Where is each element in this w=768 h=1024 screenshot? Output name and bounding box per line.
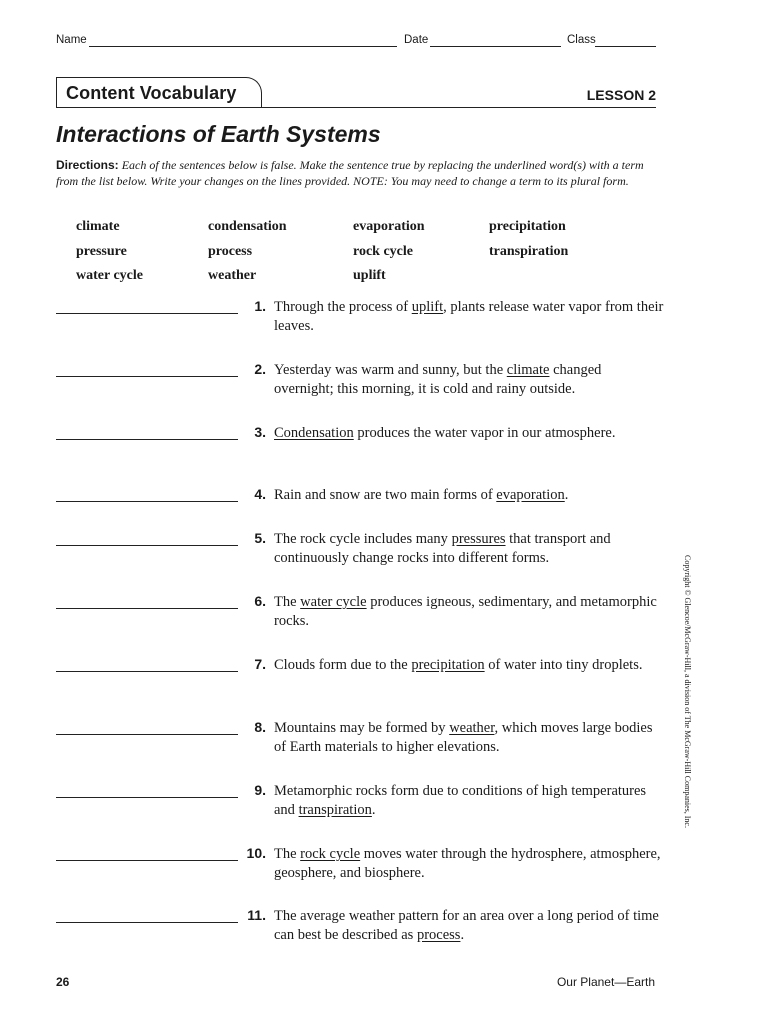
question-text-after: changed overnight; this morning, it is cold and rainy outside. bbox=[274, 362, 602, 397]
question-text bbox=[274, 907, 664, 945]
directions-text: Each of the sentences below is false. Make the sentence true by replacing the underlined word(s) with a term from the list below. Write your changes on the lines provided. NOTE: You may need to change a term to its plural form. bbox=[56, 158, 644, 188]
underlined-term: water cycle bbox=[300, 594, 367, 610]
question-text bbox=[274, 361, 664, 399]
underlined-term: uplift bbox=[411, 299, 444, 315]
question-text bbox=[274, 424, 664, 443]
underlined-term: evaporation bbox=[496, 487, 565, 503]
question-text-before: Clouds form due to the bbox=[274, 657, 412, 673]
vocab-term: condensation bbox=[208, 219, 287, 234]
answer-line[interactable] bbox=[56, 313, 238, 314]
question-text-before: Rain and snow are two main forms of bbox=[274, 487, 497, 503]
question-text-after: , plants release water vapor from their leaves. bbox=[274, 299, 664, 334]
question-number: 11. bbox=[247, 907, 266, 923]
underlined-term: weather bbox=[449, 720, 495, 736]
question-text bbox=[274, 782, 664, 820]
class-label: Class bbox=[567, 34, 596, 46]
header-rule bbox=[56, 107, 656, 108]
vocab-term: climate bbox=[76, 219, 120, 234]
question-number: 4. bbox=[254, 486, 266, 502]
directions-label: Directions: bbox=[56, 158, 119, 172]
answer-line[interactable] bbox=[56, 797, 238, 798]
name-label: Name bbox=[56, 34, 87, 46]
underlined-term: Condensation bbox=[274, 425, 354, 441]
answer-line[interactable] bbox=[56, 545, 238, 546]
question-text-after: . bbox=[371, 802, 376, 818]
vocab-term: weather bbox=[208, 268, 257, 283]
question-text-after: . bbox=[564, 487, 569, 503]
answer-line[interactable] bbox=[56, 501, 238, 502]
answer-line[interactable] bbox=[56, 376, 238, 377]
question-number: 8. bbox=[254, 719, 266, 735]
name-field-line[interactable] bbox=[89, 46, 397, 47]
vocab-term: evaporation bbox=[353, 219, 425, 234]
vocab-term: water cycle bbox=[76, 268, 143, 283]
question-text bbox=[274, 593, 664, 631]
question-number: 7. bbox=[254, 656, 266, 672]
class-field-line[interactable] bbox=[595, 46, 656, 47]
underlined-term: transpiration bbox=[298, 802, 372, 818]
underlined-term: process bbox=[416, 927, 461, 943]
question-number: 9. bbox=[254, 782, 266, 798]
date-label: Date bbox=[404, 34, 429, 46]
vocab-term: transpiration bbox=[489, 244, 569, 259]
answer-line[interactable] bbox=[56, 608, 238, 609]
underlined-term: precipitation bbox=[411, 657, 485, 673]
question-number: 6. bbox=[254, 593, 266, 609]
question-text bbox=[274, 719, 664, 757]
vocab-term: precipitation bbox=[489, 219, 566, 234]
question-number: 10. bbox=[246, 845, 266, 861]
vocab-term: uplift bbox=[353, 268, 386, 283]
answer-line[interactable] bbox=[56, 860, 238, 861]
page-title: Interactions of Earth Systems bbox=[56, 121, 381, 147]
question-text-after: that transport and continuously change rocks into different forms. bbox=[274, 531, 611, 566]
question-text-after: , which moves large bodies of Earth materials to higher elevations. bbox=[274, 720, 653, 755]
answer-line[interactable] bbox=[56, 671, 238, 672]
question-text-before: The bbox=[274, 594, 301, 610]
question-text-before: Metamorphic rocks form due to conditions of high temperatures and bbox=[274, 783, 647, 818]
question-text-before: The bbox=[274, 846, 301, 862]
underlined-term: climate bbox=[506, 362, 550, 378]
answer-line[interactable] bbox=[56, 439, 238, 440]
question-text-after: . bbox=[460, 927, 465, 943]
question-number: 3. bbox=[254, 424, 266, 440]
vocab-term: pressure bbox=[76, 244, 127, 259]
date-field-line[interactable] bbox=[430, 46, 561, 47]
question-text-before: Mountains may be formed by bbox=[274, 720, 450, 736]
question-text bbox=[274, 530, 664, 568]
vocab-term: process bbox=[208, 244, 253, 259]
copyright-notice: Copyright © Glencoe/McGraw-Hill, a division of The McGraw-Hill Companies, Inc. bbox=[683, 555, 692, 828]
question-number: 1. bbox=[254, 298, 266, 314]
question-text-before: Yesterday was warm and sunny, but the bbox=[274, 362, 507, 378]
underlined-term: rock cycle bbox=[300, 846, 361, 862]
page-number: 26 bbox=[56, 975, 70, 989]
question-number: 5. bbox=[254, 530, 266, 546]
question-number: 2. bbox=[254, 361, 266, 377]
question-text bbox=[274, 486, 664, 505]
directions bbox=[56, 157, 656, 189]
question-text-after: moves water through the hydrosphere, atmosphere, geosphere, and biosphere. bbox=[274, 846, 661, 881]
question-text bbox=[274, 845, 664, 883]
question-text-before: Through the process of bbox=[274, 299, 412, 315]
question-text bbox=[274, 656, 664, 675]
content-vocabulary-tab bbox=[56, 77, 262, 107]
answer-line[interactable] bbox=[56, 922, 238, 923]
tab-title: Content Vocabulary bbox=[66, 83, 237, 103]
question-text-before: The average weather pattern for an area over a long period of time can best be described as bbox=[274, 908, 659, 943]
answer-line[interactable] bbox=[56, 734, 238, 735]
lesson-label: LESSON 2 bbox=[586, 87, 656, 103]
question-text-after: produces the water vapor in our atmosphere. bbox=[353, 425, 616, 441]
book-title: Our Planet—Earth bbox=[556, 975, 655, 989]
question-text bbox=[274, 298, 664, 336]
question-text-after: produces igneous, sedimentary, and metamorphic rocks. bbox=[274, 594, 657, 629]
underlined-term: pressures bbox=[451, 531, 506, 547]
question-text-before: The rock cycle includes many bbox=[274, 531, 452, 547]
question-text-after: of water into tiny droplets. bbox=[484, 657, 643, 673]
vocab-term: rock cycle bbox=[353, 244, 413, 259]
